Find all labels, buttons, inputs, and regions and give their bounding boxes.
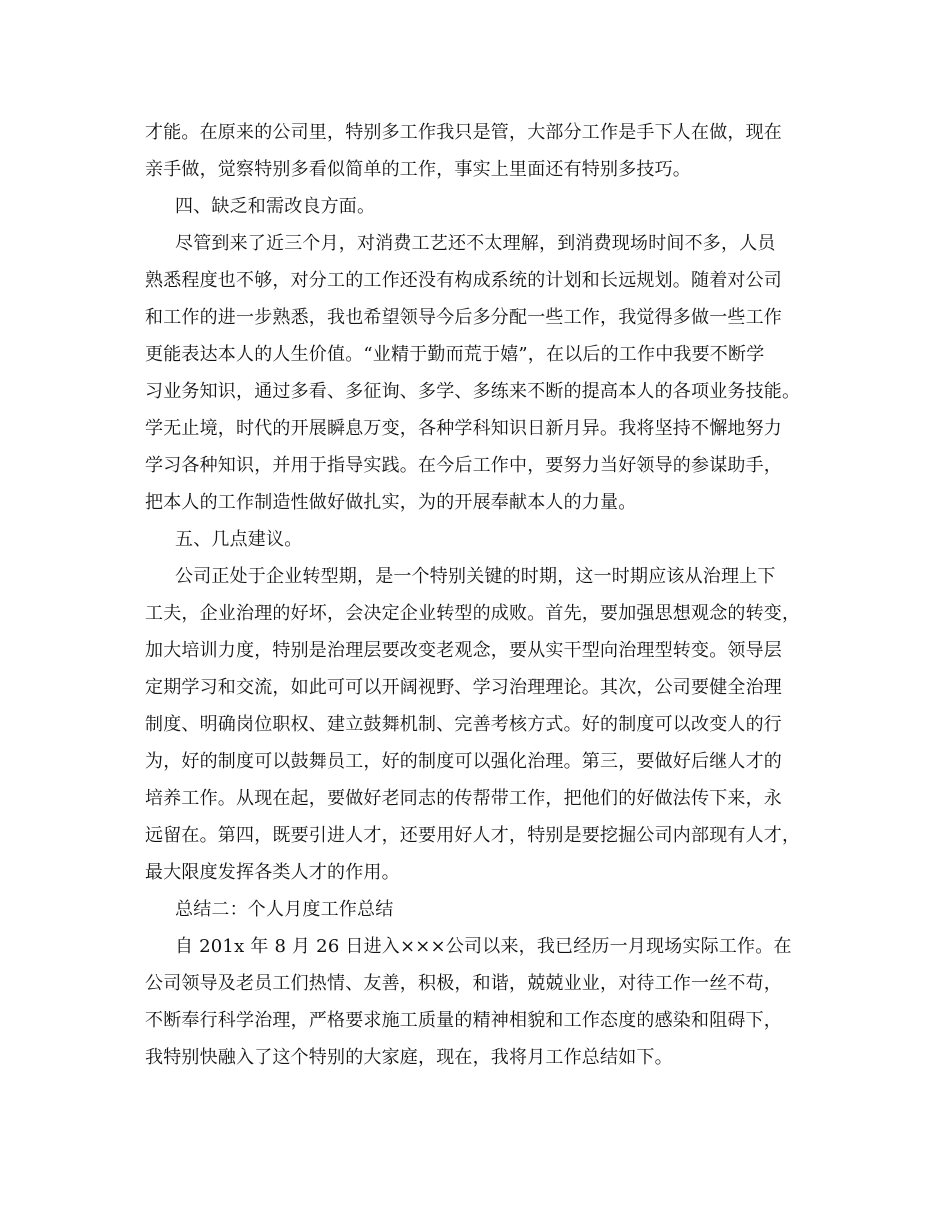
text-line: 习业务知识，通过多看、多征询、多学、多练来不断的提高本人的各项业务技能。 [145,381,801,402]
text-line: 学无止境，时代的开展瞬息万变，各种学科知识日新月异。我将坚持不懈地努力 [145,418,782,439]
section-heading: 总结二：个人月度工作总结 [175,899,394,920]
text-line: 不断奉行科学治理，严格要求施工质量的精神相貌和工作态度的感染和阻碍下， [145,1010,782,1031]
section-heading: 五、几点建议。 [175,529,303,550]
text-line: 制度、明确岗位职权、建立鼓舞机制、完善考核方式。好的制度可以改变人的行 [145,714,782,735]
text-line: 尽管到来了近三个月，对消费工艺还不太理解，到消费现场时间不多，人员 [175,233,776,254]
text-line: 最大限度发挥各类人才的作用。 [145,862,400,883]
text-line: 公司正处于企业转型期，是一个特别关键的时期，这一时期应该从治理上下 [175,566,776,587]
text-line: 亲手做，觉察特别多看似简单的工作，事实上里面还有特别多技巧。 [145,159,691,180]
text-line: 远留在。第四，既要引进人才，还要用好人才，特别是要挖掘公司内部现有人才， [145,825,801,846]
text-line: 才能。在原来的公司里，特别多工作我只是管，大部分工作是手下人在做，现在 [145,122,782,143]
text-line: 更能表达本人的人生价值。“业精于勤而荒于嬉”，在以后的工作中我要不断学 [145,344,765,365]
text-line: 定期学习和交流，如此可可以开阔视野、学习治理理论。其次，公司要健全治理 [145,677,782,698]
text-line: 我特别快融入了这个特别的大家庭，现在，我将月工作总结如下。 [145,1047,673,1068]
text-line: 培养工作。从现在起，要做好老同志的传帮带工作，把他们的好做法传下来，永 [145,788,782,809]
text-line: 公司领导及老员工们热情、友善，积极，和谐，兢兢业业，对待工作一丝不苟， [145,973,782,994]
text-line: 加大培训力度，特别是治理层要改变老观念，要从实干型向治理型转变。领导层 [145,640,782,661]
text-line: 熟悉程度也不够，对分工的工作还没有构成系统的计划和长远规划。随着对公司 [145,270,782,291]
text-line: 自 201x 年 8 月 26 日进入×××公司以来，我已经历一月现场实际工作。在 [175,936,792,957]
text-line: 把本人的工作制造性做好做扎实，为的开展奉献本人的力量。 [145,492,637,513]
text-line: 学习各种知识，并用于指导实践。在今后工作中，要努力当好领导的参谋助手， [145,455,782,476]
text-line: 和工作的进一步熟悉，我也希望领导今后多分配一些工作，我觉得多做一些工作 [145,307,782,328]
text-line: 工夫，企业治理的好坏，会决定企业转型的成败。首先，要加强思想观念的转变， [145,603,801,624]
text-line: 为，好的制度可以鼓舞员工，好的制度可以强化治理。第三，要做好后继人才的 [145,751,782,772]
section-heading: 四、缺乏和需改良方面。 [175,196,376,217]
document-body [145,114,810,1076]
